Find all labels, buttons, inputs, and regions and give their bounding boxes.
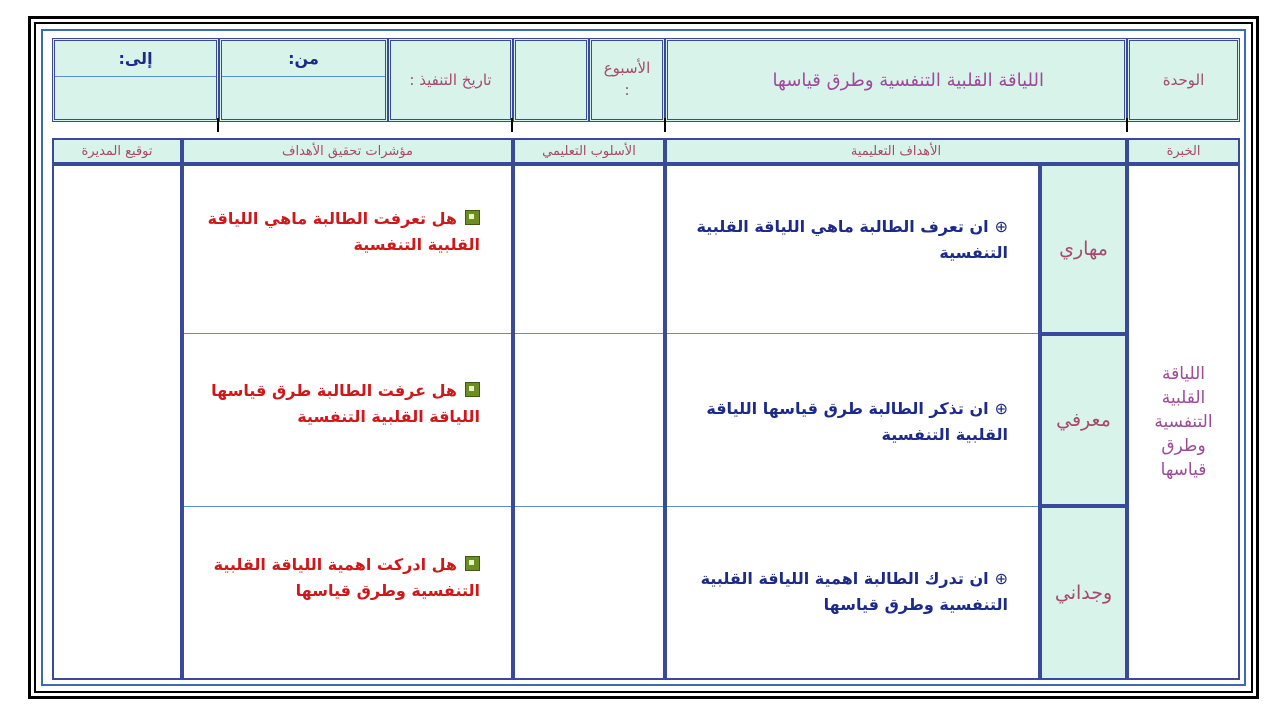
unit-title: اللياقة القلبية التنفسية وطرق قياسها bbox=[772, 69, 1044, 91]
method-divider bbox=[515, 333, 663, 334]
objective-divider bbox=[667, 506, 1038, 507]
week-label-cell bbox=[589, 38, 665, 122]
indicator-1 bbox=[190, 206, 480, 258]
method-divider bbox=[515, 506, 663, 507]
experience-cell bbox=[1127, 164, 1240, 680]
indicator-divider bbox=[184, 333, 511, 334]
to-cell[interactable] bbox=[52, 38, 219, 122]
exec-date-label: تاريخ التنفيذ : bbox=[409, 71, 492, 89]
objective-divider bbox=[667, 333, 1038, 334]
objective-1 bbox=[668, 214, 1008, 266]
circle-plus-icon: ⊕ bbox=[994, 217, 1008, 236]
tick bbox=[217, 118, 219, 132]
objective-2 bbox=[668, 396, 1008, 448]
domain-cell-1 bbox=[1040, 164, 1127, 334]
square-bullet-icon bbox=[465, 210, 480, 225]
col-signature-label: توقيع المديرة bbox=[81, 143, 153, 159]
indicator-text: هل تعرفت الطالبة ماهي اللياقة القلبية التنفسية bbox=[207, 209, 480, 254]
from-divider bbox=[222, 76, 385, 77]
col-method bbox=[513, 138, 665, 164]
week-value-cell[interactable] bbox=[513, 38, 589, 122]
indicator-2 bbox=[190, 378, 480, 430]
from-cell[interactable] bbox=[219, 38, 388, 122]
objective-text: ان تعرف الطالبة ماهي اللياقة القلبية التنفسية bbox=[696, 217, 1008, 262]
square-bullet-icon bbox=[465, 556, 480, 571]
unit-title-cell bbox=[665, 38, 1127, 122]
method-area[interactable] bbox=[513, 164, 665, 680]
col-method-label: الأسلوب التعليمي bbox=[542, 143, 636, 159]
circle-plus-icon: ⊕ bbox=[994, 399, 1008, 418]
unit-label: الوحدة bbox=[1162, 71, 1205, 89]
col-objectives-label: الأهداف التعليمية bbox=[850, 143, 942, 159]
tick bbox=[664, 118, 666, 132]
domain-cell-2 bbox=[1040, 334, 1127, 506]
circle-plus-icon: ⊕ bbox=[994, 569, 1008, 588]
experience-text: اللياقة القلبية التنفسية وطرق قياسها bbox=[1154, 364, 1213, 480]
col-objectives bbox=[665, 138, 1127, 164]
indicator-text: هل عرفت الطالبة طرق قياسها اللياقة القلبية التنفسية bbox=[211, 381, 480, 426]
col-experience-label: الخبرة bbox=[1166, 143, 1201, 159]
objective-text: ان تدرك الطالبة اهمية اللياقة القلبية التنفسية وطرق قياسها bbox=[700, 569, 1008, 614]
tick bbox=[511, 118, 513, 132]
indicator-divider bbox=[184, 506, 511, 507]
domain-label: مهاري bbox=[1059, 238, 1108, 260]
col-indicators-label: مؤشرات تحقيق الأهداف bbox=[282, 143, 414, 159]
week-label: الأسبوع : bbox=[603, 59, 651, 99]
col-signature bbox=[52, 138, 182, 164]
col-indicators bbox=[182, 138, 513, 164]
exec-date-label-cell bbox=[388, 38, 513, 122]
tick bbox=[1126, 118, 1128, 132]
domain-label: وجداني bbox=[1054, 582, 1113, 604]
signature-area[interactable] bbox=[52, 164, 182, 680]
from-label: من: bbox=[288, 49, 319, 68]
to-label: إلى: bbox=[118, 49, 153, 68]
domain-cell-3 bbox=[1040, 506, 1127, 680]
indicator-3 bbox=[190, 552, 480, 604]
to-divider bbox=[55, 76, 216, 77]
objective-3 bbox=[668, 566, 1008, 618]
indicator-text: هل ادركت اهمية اللياقة القلبية التنفسية وطرق قياسها bbox=[213, 555, 480, 600]
domain-label: معرفي bbox=[1056, 409, 1111, 431]
unit-label-cell bbox=[1127, 38, 1240, 122]
objective-text: ان تذكر الطالبة طرق قياسها اللياقة القلبية التنفسية bbox=[706, 399, 1008, 444]
col-experience bbox=[1127, 138, 1240, 164]
square-bullet-icon bbox=[465, 382, 480, 397]
